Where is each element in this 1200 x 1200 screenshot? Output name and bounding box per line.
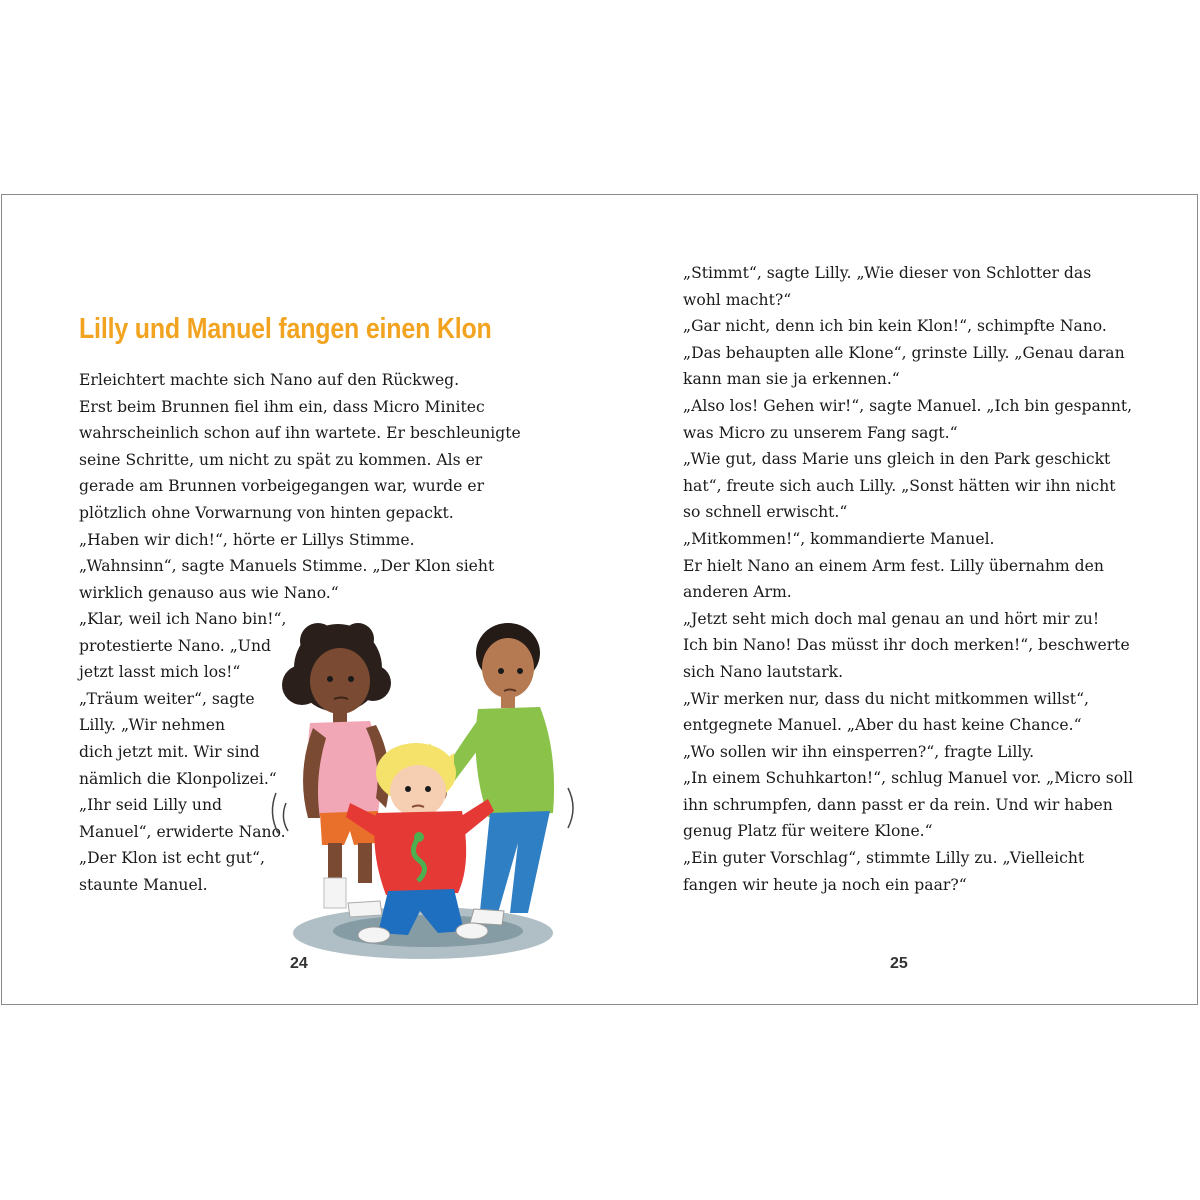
text-line: entgegnete Manuel. „Aber du hast keine Chance.“ — [683, 716, 1082, 735]
text-line: kann man sie ja erkennen.“ — [683, 370, 900, 389]
chapter-title: Lilly und Manuel fangen einen Klon — [79, 313, 492, 345]
left-narrow-text — [79, 606, 286, 899]
text-line: „Der Klon ist echt gut“, — [79, 849, 265, 868]
text-line: „Also los! Gehen wir!“, sagte Manuel. „Ich bin gespannt, — [683, 396, 1133, 415]
book-spread — [1, 194, 1198, 1005]
text-line: „Mitkommen!“, kommandierte Manuel. — [683, 529, 995, 548]
text-line: jetzt lasst mich los!“ — [79, 663, 241, 682]
text-line: nämlich die Klonpolizei.“ — [79, 769, 277, 788]
text-line: „Gar nicht, denn ich bin kein Klon!“, schimpfte Nano. — [683, 317, 1107, 336]
text-line: genug Platz für weitere Klone.“ — [683, 822, 933, 841]
text-line: „Klar, weil ich Nano bin!“, — [79, 610, 287, 628]
children-illustration — [258, 613, 588, 968]
text-line: „In einem Schuhkarton!“, schlug Manuel vor. „Micro soll — [683, 769, 1134, 788]
text-line: anderen Arm. — [683, 583, 792, 602]
text-line: Ich bin Nano! Das müsst ihr doch merken!“, beschwerte — [683, 636, 1130, 655]
text-line: staunte Manuel. — [79, 875, 208, 894]
text-line: dich jetzt mit. Wir sind — [79, 742, 260, 761]
text-line: fangen wir heute ja noch ein paar?“ — [683, 875, 967, 894]
text-line: „Stimmt“, sagte Lilly. „Wie dieser von Schlotter das — [683, 264, 1092, 282]
text-line: hat“, freute sich auch Lilly. „Sonst hätten wir ihn nicht — [683, 476, 1116, 495]
girl-figure — [282, 623, 391, 917]
text-line: wirklich genauso aus wie Nano.“ — [79, 583, 339, 602]
text-line: sich Nano lautstark. — [683, 662, 844, 681]
text-line: „Das behaupten alle Klone“, grinste Lilly. „Genau daran — [683, 343, 1125, 362]
left-main-text — [79, 367, 521, 606]
text-line: „Wahnsinn“, sagte Manuels Stimme. „Der Klon sieht — [79, 557, 495, 576]
text-line: „Jetzt seht mich doch mal genau an und hört mir zu! — [683, 609, 1100, 628]
text-line: „Wie gut, dass Marie uns gleich in den Park geschickt — [683, 450, 1111, 469]
text-line: „Ein guter Vorschlag“, stimmte Lilly zu. „Vielleicht — [683, 849, 1085, 868]
right-main-text — [683, 260, 1133, 898]
text-line: seine Schritte, um nicht zu spät zu kommen. Als er — [79, 450, 483, 469]
text-line: was Micro zu unserem Fang sagt.“ — [683, 423, 958, 442]
text-line: „Wo sollen wir ihn einsperren?“, fragte Lilly. — [683, 742, 1035, 761]
text-line: „Haben wir dich!“, hörte er Lillys Stimme. — [79, 530, 415, 549]
text-line: so schnell erwischt.“ — [683, 503, 848, 522]
text-line: wohl macht?“ — [683, 290, 792, 309]
text-line: „Ihr seid Lilly und — [79, 796, 223, 815]
text-line: gerade am Brunnen vorbeigegangen war, wurde er — [79, 477, 485, 496]
text-line: Erst beim Brunnen fiel ihm ein, dass Micro Minitec — [79, 397, 485, 416]
text-line: Er hielt Nano an einem Arm fest. Lilly übernahm den — [683, 556, 1104, 575]
text-line: Erleichtert machte sich Nano auf den Rückweg. — [79, 371, 460, 389]
text-line: Manuel“, erwiderte Nano. — [79, 822, 286, 841]
text-line: plötzlich ohne Vorwarnung von hinten gepackt. — [79, 503, 454, 522]
page-number-right: 25 — [890, 955, 908, 972]
page-number-left: 24 — [290, 955, 308, 972]
left-page — [2, 195, 600, 1004]
right-page — [600, 195, 1198, 1004]
text-line: protestierte Nano. „Und — [79, 636, 271, 655]
text-line: ihn schrumpfen, dann passt er da rein. Und wir haben — [683, 795, 1113, 814]
text-line: „Träum weiter“, sagte — [79, 689, 255, 708]
text-line: „Wir merken nur, dass du nicht mitkommen willst“, — [683, 689, 1089, 708]
text-line: wahrscheinlich schon auf ihn wartete. Er beschleunigte — [79, 424, 521, 443]
text-line: Lilly. „Wir nehmen — [79, 716, 226, 735]
